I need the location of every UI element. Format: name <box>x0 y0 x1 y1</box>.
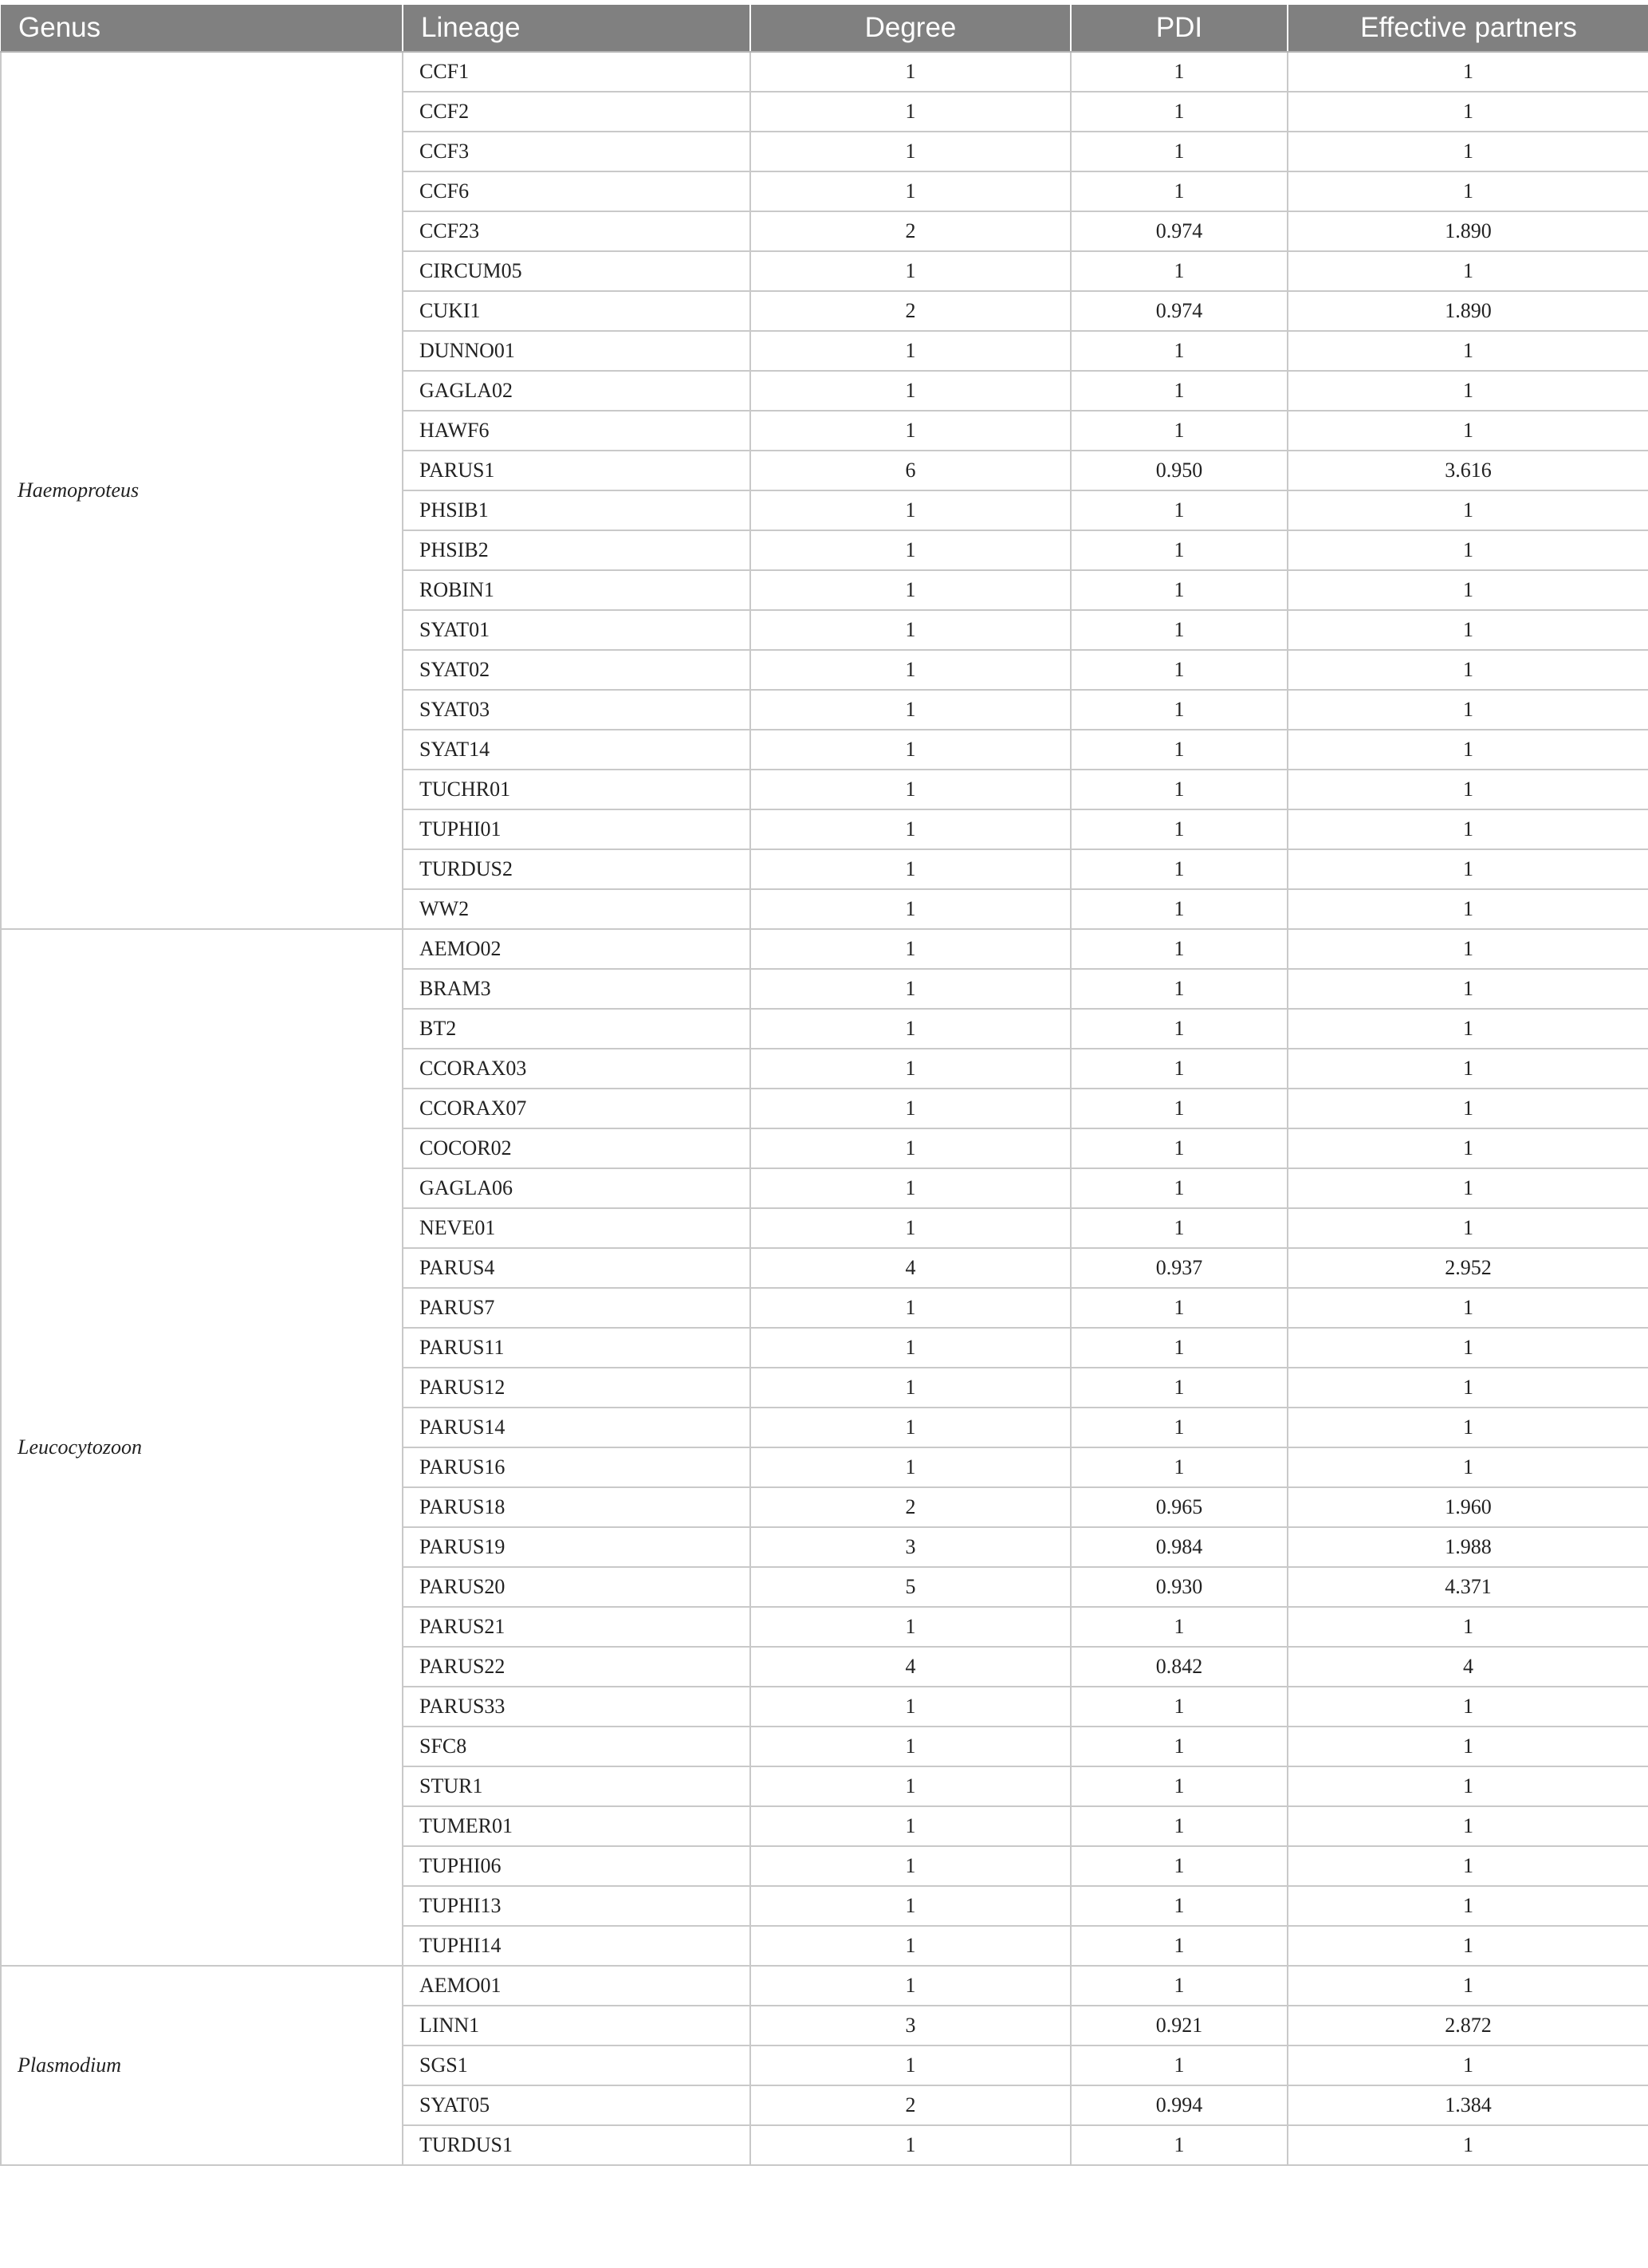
effective-partners-cell: 1 <box>1288 770 1648 809</box>
genus-cell: Leucocytozoon <box>1 929 403 1966</box>
lineage-cell: COCOR02 <box>403 1128 750 1168</box>
degree-cell: 1 <box>750 1128 1071 1168</box>
lineage-cell: SYAT02 <box>403 650 750 690</box>
genus-cell: Plasmodium <box>1 1966 403 2165</box>
lineage-cell: PARUS1 <box>403 451 750 490</box>
lineage-cell: PHSIB1 <box>403 490 750 530</box>
lineage-cell: BRAM3 <box>403 969 750 1009</box>
effective-partners-cell: 1 <box>1288 889 1648 929</box>
effective-partners-cell: 1 <box>1288 371 1648 411</box>
pdi-cell: 1 <box>1071 92 1288 132</box>
lineage-cell: GAGLA02 <box>403 371 750 411</box>
pdi-cell: 1 <box>1071 929 1288 969</box>
lineage-cell: CCF2 <box>403 92 750 132</box>
lineage-cell: SYAT01 <box>403 610 750 650</box>
pdi-cell: 1 <box>1071 650 1288 690</box>
lineage-cell: CCF23 <box>403 211 750 251</box>
degree-cell: 1 <box>750 1926 1071 1966</box>
effective-partners-cell: 1 <box>1288 331 1648 371</box>
degree-cell: 4 <box>750 1647 1071 1687</box>
pdi-cell: 1 <box>1071 2046 1288 2085</box>
lineage-cell: GAGLA06 <box>403 1168 750 1208</box>
lineage-cell: BT2 <box>403 1009 750 1049</box>
effective-partners-cell: 1 <box>1288 650 1648 690</box>
pdi-cell: 1 <box>1071 1607 1288 1647</box>
pdi-cell: 1 <box>1071 371 1288 411</box>
degree-cell: 1 <box>750 610 1071 650</box>
effective-partners-cell: 1 <box>1288 490 1648 530</box>
pdi-cell: 1 <box>1071 2125 1288 2165</box>
effective-partners-cell: 1 <box>1288 1089 1648 1128</box>
effective-partners-cell: 1 <box>1288 690 1648 730</box>
lineage-cell: PARUS33 <box>403 1687 750 1727</box>
degree-cell: 1 <box>750 411 1071 451</box>
degree-cell: 1 <box>750 1687 1071 1727</box>
pdi-cell: 1 <box>1071 610 1288 650</box>
lineage-cell: ROBIN1 <box>403 570 750 610</box>
lineage-cell: WW2 <box>403 889 750 929</box>
degree-cell: 1 <box>750 690 1071 730</box>
degree-cell: 1 <box>750 530 1071 570</box>
degree-cell: 1 <box>750 1886 1071 1926</box>
pdi-cell: 0.965 <box>1071 1487 1288 1527</box>
degree-cell: 1 <box>750 1806 1071 1846</box>
effective-partners-cell: 1 <box>1288 1727 1648 1766</box>
effective-partners-cell: 1 <box>1288 809 1648 849</box>
lineage-cell: PARUS4 <box>403 1248 750 1288</box>
lineage-cell: CCF1 <box>403 52 750 92</box>
lineage-cell: CCORAX03 <box>403 1049 750 1089</box>
pdi-cell: 1 <box>1071 1208 1288 1248</box>
degree-cell: 2 <box>750 2085 1071 2125</box>
effective-partners-cell: 1 <box>1288 969 1648 1009</box>
pdi-cell: 1 <box>1071 690 1288 730</box>
effective-partners-cell: 1 <box>1288 730 1648 770</box>
effective-partners-cell: 1.890 <box>1288 291 1648 331</box>
lineage-cell: PARUS19 <box>403 1527 750 1567</box>
degree-cell: 1 <box>750 1288 1071 1328</box>
pdi-cell: 1 <box>1071 1687 1288 1727</box>
pdi-cell: 0.921 <box>1071 2006 1288 2046</box>
effective-partners-cell: 1 <box>1288 171 1648 211</box>
header-degree: Degree <box>750 5 1071 52</box>
effective-partners-cell: 1 <box>1288 610 1648 650</box>
pdi-cell: 1 <box>1071 1447 1288 1487</box>
effective-partners-cell: 1 <box>1288 1607 1648 1647</box>
effective-partners-cell: 1 <box>1288 2046 1648 2085</box>
degree-cell: 1 <box>750 171 1071 211</box>
pdi-cell: 1 <box>1071 1049 1288 1089</box>
degree-cell: 1 <box>750 2046 1071 2085</box>
header-genus: Genus <box>1 5 403 52</box>
effective-partners-cell: 1 <box>1288 570 1648 610</box>
effective-partners-cell: 1 <box>1288 1926 1648 1966</box>
lineage-cell: TUPHI14 <box>403 1926 750 1966</box>
table-row <box>1 1966 1648 2006</box>
degree-cell: 1 <box>750 331 1071 371</box>
pdi-cell: 1 <box>1071 1288 1288 1328</box>
effective-partners-cell: 1 <box>1288 52 1648 92</box>
effective-partners-cell: 1 <box>1288 92 1648 132</box>
effective-partners-cell: 1 <box>1288 530 1648 570</box>
lineage-cell: PARUS12 <box>403 1368 750 1408</box>
lineage-cell: PHSIB2 <box>403 530 750 570</box>
degree-cell: 1 <box>750 1408 1071 1447</box>
lineage-cell: STUR1 <box>403 1766 750 1806</box>
pdi-cell: 0.984 <box>1071 1527 1288 1567</box>
lineage-cell: TUCHR01 <box>403 770 750 809</box>
pdi-cell: 0.950 <box>1071 451 1288 490</box>
header-effective-partners: Effective partners <box>1288 5 1648 52</box>
degree-cell: 1 <box>750 889 1071 929</box>
pdi-cell: 0.994 <box>1071 2085 1288 2125</box>
effective-partners-cell: 2.952 <box>1288 1248 1648 1288</box>
effective-partners-cell: 1.384 <box>1288 2085 1648 2125</box>
degree-cell: 1 <box>750 730 1071 770</box>
effective-partners-cell: 1.890 <box>1288 211 1648 251</box>
degree-cell: 1 <box>750 2125 1071 2165</box>
effective-partners-cell: 1 <box>1288 1966 1648 2006</box>
lineage-cell: TUPHI01 <box>403 809 750 849</box>
lineage-cell: CCF3 <box>403 132 750 171</box>
degree-cell: 1 <box>750 650 1071 690</box>
degree-cell: 1 <box>750 1368 1071 1408</box>
degree-cell: 1 <box>750 1966 1071 2006</box>
pdi-cell: 1 <box>1071 889 1288 929</box>
pdi-cell: 1 <box>1071 1168 1288 1208</box>
lineage-cell: TUMER01 <box>403 1806 750 1846</box>
effective-partners-cell: 1 <box>1288 1806 1648 1846</box>
effective-partners-cell: 1 <box>1288 1408 1648 1447</box>
lineage-cell: AEMO01 <box>403 1966 750 2006</box>
lineage-cell: TUPHI06 <box>403 1846 750 1886</box>
degree-cell: 2 <box>750 211 1071 251</box>
degree-cell: 1 <box>750 1049 1071 1089</box>
degree-cell: 1 <box>750 809 1071 849</box>
header-pdi: PDI <box>1071 5 1288 52</box>
pdi-cell: 1 <box>1071 1926 1288 1966</box>
effective-partners-cell: 1 <box>1288 1886 1648 1926</box>
effective-partners-cell: 1 <box>1288 2125 1648 2165</box>
pdi-cell: 1 <box>1071 809 1288 849</box>
lineage-cell: PARUS11 <box>403 1328 750 1368</box>
degree-cell: 3 <box>750 2006 1071 2046</box>
pdi-cell: 1 <box>1071 1089 1288 1128</box>
degree-cell: 3 <box>750 1527 1071 1567</box>
lineage-cell: NEVE01 <box>403 1208 750 1248</box>
lineage-cell: CCF6 <box>403 171 750 211</box>
pdi-cell: 1 <box>1071 171 1288 211</box>
degree-cell: 1 <box>750 1328 1071 1368</box>
degree-cell: 1 <box>750 770 1071 809</box>
effective-partners-cell: 1 <box>1288 1168 1648 1208</box>
degree-cell: 4 <box>750 1248 1071 1288</box>
degree-cell: 1 <box>750 52 1071 92</box>
degree-cell: 1 <box>750 849 1071 889</box>
lineage-cell: PARUS7 <box>403 1288 750 1328</box>
pdi-cell: 1 <box>1071 1128 1288 1168</box>
lineage-cell: SYAT05 <box>403 2085 750 2125</box>
pdi-cell: 0.974 <box>1071 291 1288 331</box>
pdi-cell: 1 <box>1071 1966 1288 2006</box>
degree-cell: 1 <box>750 92 1071 132</box>
lineage-cell: SYAT14 <box>403 730 750 770</box>
pdi-cell: 1 <box>1071 1846 1288 1886</box>
degree-cell: 1 <box>750 1607 1071 1647</box>
pdi-cell: 0.930 <box>1071 1567 1288 1607</box>
degree-cell: 1 <box>750 929 1071 969</box>
effective-partners-cell: 1 <box>1288 1049 1648 1089</box>
lineage-cell: AEMO02 <box>403 929 750 969</box>
genus-cell: Haemoproteus <box>1 52 403 929</box>
lineage-cell: SGS1 <box>403 2046 750 2085</box>
degree-cell: 6 <box>750 451 1071 490</box>
pdi-cell: 1 <box>1071 570 1288 610</box>
lineage-cell: SFC8 <box>403 1727 750 1766</box>
effective-partners-cell: 1 <box>1288 1128 1648 1168</box>
pdi-cell: 1 <box>1071 1886 1288 1926</box>
lineage-cell: TUPHI13 <box>403 1886 750 1926</box>
pdi-cell: 1 <box>1071 770 1288 809</box>
degree-cell: 1 <box>750 1168 1071 1208</box>
degree-cell: 1 <box>750 1727 1071 1766</box>
pdi-cell: 1 <box>1071 1806 1288 1846</box>
degree-cell: 2 <box>750 291 1071 331</box>
degree-cell: 1 <box>750 251 1071 291</box>
degree-cell: 1 <box>750 570 1071 610</box>
effective-partners-cell: 1 <box>1288 1368 1648 1408</box>
table-row <box>1 929 1648 969</box>
lineage-cell: CUKI1 <box>403 291 750 331</box>
degree-cell: 1 <box>750 1208 1071 1248</box>
pdi-cell: 1 <box>1071 490 1288 530</box>
pdi-cell: 1 <box>1071 251 1288 291</box>
degree-cell: 1 <box>750 1766 1071 1806</box>
degree-cell: 1 <box>750 969 1071 1009</box>
lineage-cell: DUNNO01 <box>403 331 750 371</box>
effective-partners-cell: 1.988 <box>1288 1527 1648 1567</box>
degree-cell: 1 <box>750 490 1071 530</box>
effective-partners-cell: 1 <box>1288 132 1648 171</box>
effective-partners-cell: 1 <box>1288 849 1648 889</box>
effective-partners-cell: 1 <box>1288 1447 1648 1487</box>
pdi-cell: 1 <box>1071 411 1288 451</box>
degree-cell: 2 <box>750 1487 1071 1527</box>
pdi-cell: 1 <box>1071 331 1288 371</box>
table-container <box>0 5 1648 2166</box>
effective-partners-cell: 1 <box>1288 1208 1648 1248</box>
header-row <box>1 5 1648 52</box>
lineage-cell: LINN1 <box>403 2006 750 2046</box>
pdi-cell: 1 <box>1071 1328 1288 1368</box>
pdi-cell: 1 <box>1071 1766 1288 1806</box>
lineage-cell: PARUS22 <box>403 1647 750 1687</box>
effective-partners-cell: 1 <box>1288 411 1648 451</box>
pdi-cell: 1 <box>1071 52 1288 92</box>
effective-partners-cell: 1 <box>1288 929 1648 969</box>
table-header <box>1 5 1648 52</box>
pdi-cell: 0.937 <box>1071 1248 1288 1288</box>
degree-cell: 5 <box>750 1567 1071 1607</box>
effective-partners-cell: 1 <box>1288 251 1648 291</box>
degree-cell: 1 <box>750 1846 1071 1886</box>
effective-partners-cell: 4.371 <box>1288 1567 1648 1607</box>
header-lineage: Lineage <box>403 5 750 52</box>
effective-partners-cell: 2.872 <box>1288 2006 1648 2046</box>
lineage-cell: HAWF6 <box>403 411 750 451</box>
pdi-cell: 0.842 <box>1071 1647 1288 1687</box>
lineage-cell: TURDUS2 <box>403 849 750 889</box>
effective-partners-cell: 4 <box>1288 1647 1648 1687</box>
effective-partners-cell: 1 <box>1288 1846 1648 1886</box>
table-row <box>1 52 1648 92</box>
lineage-cell: CIRCUM05 <box>403 251 750 291</box>
effective-partners-cell: 3.616 <box>1288 451 1648 490</box>
effective-partners-cell: 1 <box>1288 1687 1648 1727</box>
lineage-cell: PARUS20 <box>403 1567 750 1607</box>
pdi-cell: 1 <box>1071 1727 1288 1766</box>
degree-cell: 1 <box>750 1089 1071 1128</box>
effective-partners-cell: 1.960 <box>1288 1487 1648 1527</box>
pdi-cell: 1 <box>1071 132 1288 171</box>
pdi-cell: 1 <box>1071 530 1288 570</box>
lineage-cell: PARUS18 <box>403 1487 750 1527</box>
pdi-cell: 0.974 <box>1071 211 1288 251</box>
pdi-cell: 1 <box>1071 969 1288 1009</box>
effective-partners-cell: 1 <box>1288 1328 1648 1368</box>
effective-partners-cell: 1 <box>1288 1009 1648 1049</box>
lineage-cell: SYAT03 <box>403 690 750 730</box>
pdi-cell: 1 <box>1071 1368 1288 1408</box>
lineage-cell: CCORAX07 <box>403 1089 750 1128</box>
pdi-cell: 1 <box>1071 730 1288 770</box>
lineage-cell: PARUS16 <box>403 1447 750 1487</box>
degree-cell: 1 <box>750 371 1071 411</box>
lineage-table <box>0 5 1648 2166</box>
lineage-cell: TURDUS1 <box>403 2125 750 2165</box>
lineage-cell: PARUS21 <box>403 1607 750 1647</box>
pdi-cell: 1 <box>1071 1009 1288 1049</box>
table-body <box>1 52 1648 2165</box>
degree-cell: 1 <box>750 1009 1071 1049</box>
lineage-cell: PARUS14 <box>403 1408 750 1447</box>
effective-partners-cell: 1 <box>1288 1766 1648 1806</box>
pdi-cell: 1 <box>1071 1408 1288 1447</box>
degree-cell: 1 <box>750 1447 1071 1487</box>
effective-partners-cell: 1 <box>1288 1288 1648 1328</box>
degree-cell: 1 <box>750 132 1071 171</box>
pdi-cell: 1 <box>1071 849 1288 889</box>
